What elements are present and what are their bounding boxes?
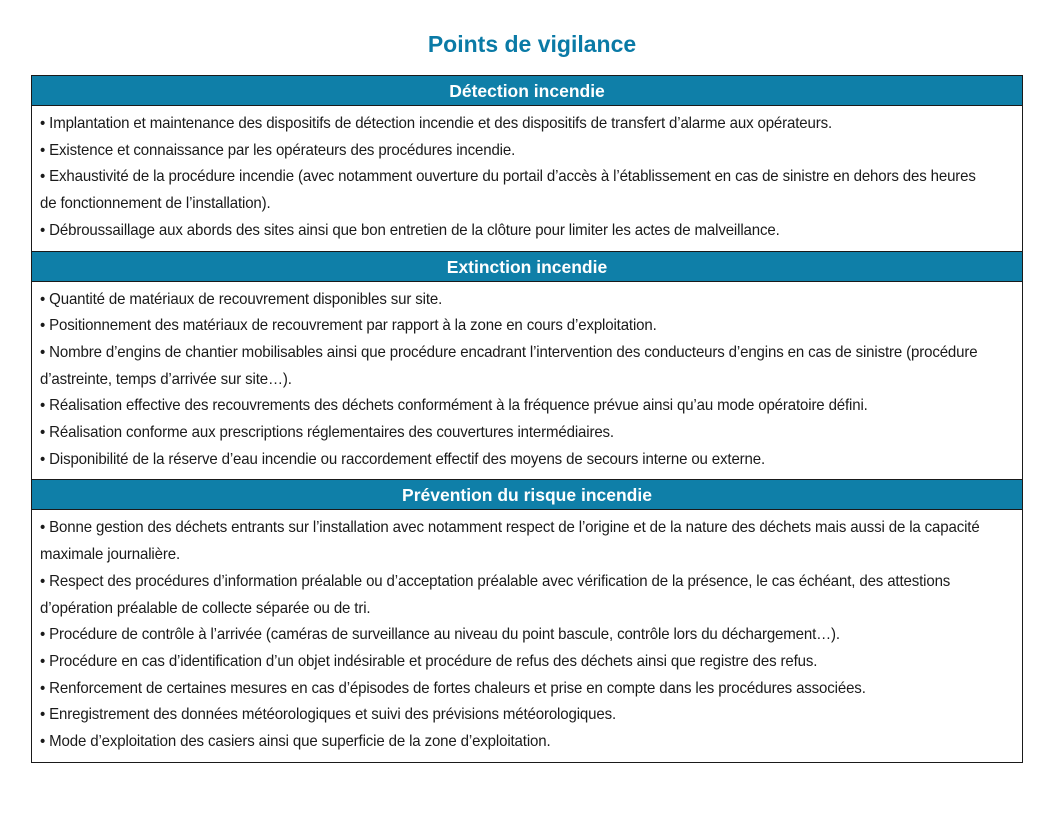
section-header-extinction: Extinction incendie: [32, 251, 1022, 282]
vigilance-table: [31, 75, 1023, 763]
section-header-prevention: Prévention du risque incendie: [32, 479, 1022, 510]
list-item: • Respect des procédures d’information préalable ou d’acceptation préalable avec vérification de la présence, le cas échéant, des attestions d’opération préalable de collecte séparée ou de tri.: [40, 572, 951, 617]
list-item: • Procédure de contrôle à l’arrivée (caméras de surveillance au niveau du point bascule, contrôle lors du déchargement…).: [40, 626, 840, 644]
section-body-prevention: [32, 510, 1022, 761]
list-item: • Réalisation effective des recouvrements des déchets conformément à la fréquence prévue ainsi qu’au mode opératoire défini.: [40, 397, 868, 415]
list-item: • Bonne gestion des déchets entrants sur l’installation avec notamment respect de l’origine et de la nature des déchets mais aussi de la capacité maximale journalière.: [40, 519, 980, 564]
section-header-detection: Détection incendie: [32, 76, 1022, 106]
page-title: Points de vigilance: [427, 31, 637, 57]
section-body-detection: [32, 106, 1022, 251]
list-item: • Enregistrement des données météorologiques et suivi des prévisions météorologiques.: [40, 706, 616, 724]
list-item: • Exhaustivité de la procédure incendie (avec notamment ouverture du portail d’accès à l’établissement en cas de sinistre en dehors des heures de fonctionnement de l’installation).: [40, 168, 976, 213]
section-body-extinction: [32, 282, 1022, 480]
list-item: • Existence et connaissance par les opérateurs des procédures incendie.: [40, 141, 516, 159]
list-item: • Disponibilité de la réserve d’eau incendie ou raccordement effectif des moyens de secours interne ou externe.: [40, 450, 766, 468]
list-item: • Mode d’exploitation des casiers ainsi que superficie de la zone d’exploitation.: [40, 733, 551, 751]
list-item: • Implantation et maintenance des dispositifs de détection incendie et des dispositifs de transfert d’alarme aux opérateurs.: [40, 115, 833, 132]
list-item: • Procédure en cas d’identification d’un objet indésirable et procédure de refus des déchets ainsi que registre des refus.: [40, 652, 818, 670]
list-item: • Renforcement de certaines mesures en cas d’épisodes de fortes chaleurs et prise en compte dans les procédures associées.: [40, 679, 866, 697]
list-item: • Quantité de matériaux de recouvrement disponibles sur site.: [40, 290, 443, 308]
list-item: • Nombre d’engins de chantier mobilisables ainsi que procédure encadrant l’intervention des conducteurs d’engins en cas de sinistre (procédure d’astreinte, temps d’arrivée sur site…).: [40, 343, 978, 388]
list-item: • Positionnement des matériaux de recouvrement par rapport à la zone en cours d’exploitation.: [40, 317, 657, 335]
list-item: • Réalisation conforme aux prescriptions réglementaires des couvertures intermédiaires.: [40, 424, 614, 442]
list-item: • Débroussaillage aux abords des sites ainsi que bon entretien de la clôture pour limiter les actes de malveillance.: [40, 221, 780, 239]
